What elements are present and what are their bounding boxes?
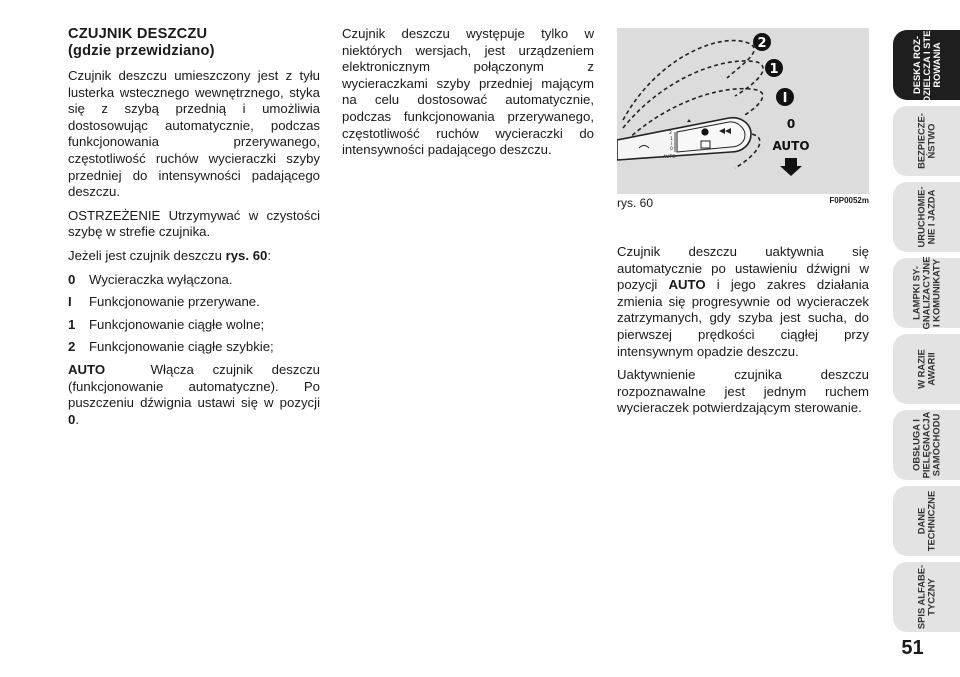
tab-uruchomienie[interactable]: URUCHOMIE- NIE I JAZDA: [893, 182, 960, 252]
paragraph-activation: Czujnik deszczu uaktywnia się automatycznie po ustawieniu dźwigni w pozycji AUTO i jego zakres działania zmienia się progresywnie od wycieraczek zatrzymanych, gdy szyba jest sucha, do pierwszej prędkości ciągłej przy intensywnym opadzie deszczu.: [617, 244, 869, 359]
item-text: Funkcjonowanie ciągłe wolne;: [89, 316, 265, 332]
tab-obsluga[interactable]: OBSŁUGA I PIELĘGNACJA SAMOCHODU: [893, 410, 960, 480]
tab-spis-alfabetyczny[interactable]: SPIS ALFABE- TYCZNY: [893, 562, 960, 632]
item-text: Funkcjonowanie ciągłe szybkie;: [89, 339, 274, 355]
paragraph-warning: OSTRZEŻENIE Utrzymywać w czystości szybę w strefie czujnika.: [68, 207, 320, 240]
position-label-zero: 0: [786, 117, 796, 131]
position-label-auto: AUTO: [772, 139, 810, 153]
position-badge-1: [765, 59, 783, 77]
tab-bezpieczenstwo[interactable]: BEZPIECZE- ŃSTWO: [893, 106, 960, 176]
figure-caption-label: rys. 60: [617, 196, 654, 210]
tab-dane-techniczne[interactable]: DANE TECHNICZNE: [893, 486, 960, 556]
item-key: 2: [68, 339, 76, 355]
paragraph-intro: Czujnik deszczu umieszczony jest z tyłu lusterka wstecznego wewnętrznego, styka się z szybą przednią i umożliwia dostosowując automatycznie, podczas funkcjonowania przerywanego, częstotliwość ruchów wycieraczki szyby przedniej do intensywności padającego deszczu.: [68, 68, 320, 200]
list-item: [68, 339, 320, 356]
column-middle: [342, 26, 594, 166]
list-item-auto: AUTO Włącza czujnik deszczu (funkcjonowanie automatyczne). Po puszczeniu dźwignia ustawi się w pozycji 0.: [68, 361, 321, 427]
tab-w-razie-awarii[interactable]: W RAZIE AWARII: [893, 334, 960, 404]
tab-deska-rozdzielcza[interactable]: DESKA ROZ- DZIELCZA I STE- ROWANIA: [893, 30, 960, 100]
wiper-lever-figure: [617, 28, 869, 194]
list-item: [68, 272, 320, 289]
figure-code: F0P0052m: [829, 196, 869, 205]
list-item: [68, 294, 320, 311]
column-right: [617, 244, 869, 424]
position-badge-2: [753, 33, 771, 51]
item-key: AUTO: [68, 361, 106, 377]
svg-text:2: 2: [669, 131, 672, 136]
svg-text:AUTO: AUTO: [663, 155, 676, 160]
svg-text:I: I: [782, 91, 788, 106]
tab-lampki[interactable]: LAMPKI SY- GNALIZACYJNE I KOMUNIKATY: [893, 258, 960, 328]
figure-reference: rys. 60: [225, 247, 268, 263]
svg-text:I: I: [671, 142, 673, 147]
column-left: [68, 26, 320, 434]
position-badge-interval: [776, 88, 794, 106]
paragraph-description: Czujnik deszczu występuje tylko w niektórych wersjach, jest urządzeniem elektronicznym połączonym z wycieraczkami szyby przedniej mającym na celu dostosować automatycznie, podczas funkcjonowania przerywanego, częstotliwość ruchów wycieraczki do intensywności padającego deszczu.: [342, 26, 594, 158]
section-title: CZUJNIK DESZCZU (gdzie przewidziano): [68, 26, 215, 59]
svg-text:1: 1: [769, 62, 779, 77]
item-text: Wycieraczka wyłączona.: [89, 271, 233, 287]
lever-button: [701, 128, 708, 135]
list-item: [68, 317, 320, 334]
svg-text:2: 2: [757, 36, 767, 51]
paragraph-figure-ref: Jeżeli jest czujnik deszczu rys. 60:: [68, 247, 272, 263]
svg-text:0: 0: [670, 147, 673, 152]
page-number: 51: [901, 637, 924, 659]
item-key: I: [68, 294, 72, 310]
figure-caption: [617, 196, 869, 210]
wiper-lever-illustration: [617, 28, 869, 194]
paragraph-confirmation: Uaktywnienie czujnika deszczu rozpoznawalne jest jednym ruchem wycieraczek potwierdzającym sterowanie.: [617, 367, 869, 416]
item-text: Funkcjonowanie przerywane.: [89, 294, 260, 310]
item-key: 0: [68, 271, 76, 287]
svg-text:1: 1: [670, 137, 673, 142]
item-key: 1: [68, 316, 76, 332]
